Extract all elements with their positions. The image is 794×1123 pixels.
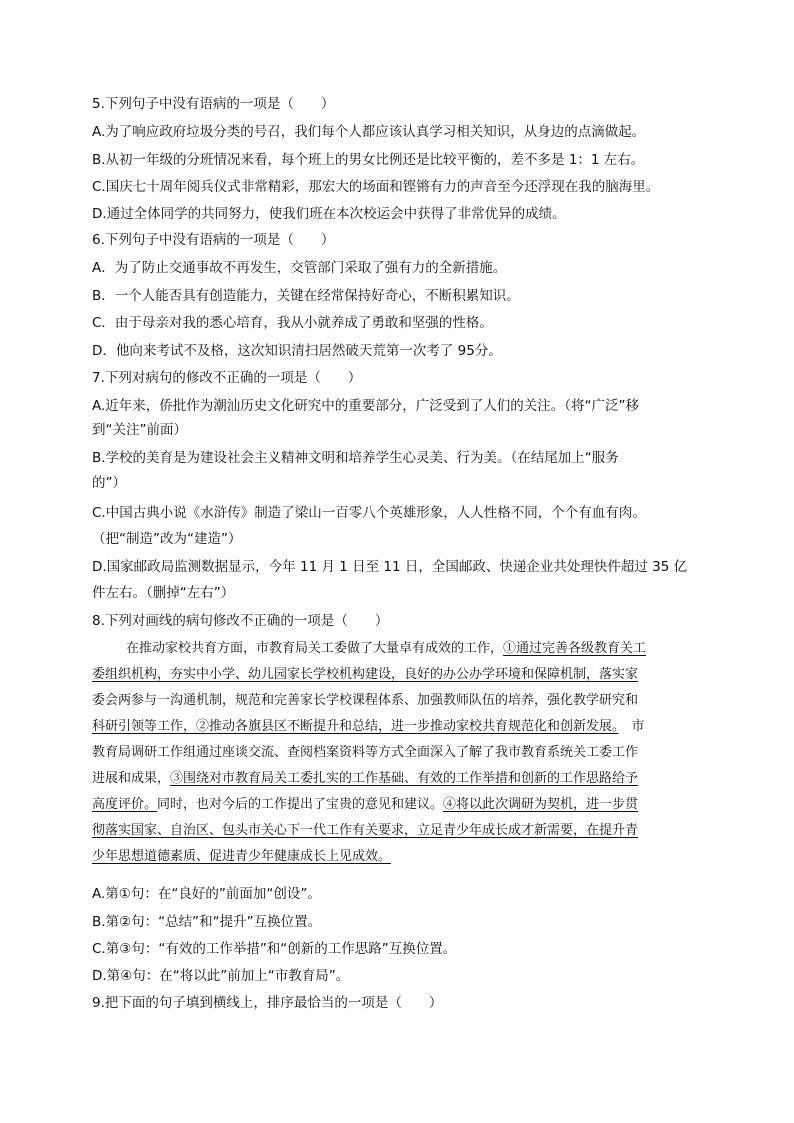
q7-option-a-line1: A.近年来，侨批作为潮汕历史文化研究中的重要部分，广泛受到了人们的关注。（将“广泛”移 bbox=[92, 398, 640, 414]
q6-stem: 6.下列句子中没有语病的一项是（ ） bbox=[92, 232, 335, 248]
passage-line-5 bbox=[92, 740, 696, 766]
q6-option-c: C．由于母亲对我的悉心培育，我从小就养成了勇敢和坚强的性格。 bbox=[92, 315, 493, 331]
q9-stem: 9.把下面的句子填到横线上，排序最恰当的一项是（ ） bbox=[92, 995, 443, 1011]
q7-option-d-line1: D.国家邮政局监测数据显示，今年 11 月 1 日至 11 日，全国邮政、快递企业共处理快件超过 35 亿 bbox=[92, 559, 688, 575]
passage-line-9 bbox=[92, 844, 696, 870]
passage-line-4 bbox=[92, 714, 696, 740]
q8-stem: 8.下列对画线的病句修改不正确的一项是（ ） bbox=[92, 613, 389, 629]
q7-option-a-line2: 到“关注”前面） bbox=[92, 422, 187, 438]
q7-option-c-line1: C.中国古典小说《水浒传》制造了梁山一百零八个英雄形象，人人性格不同，个个有血有肉。 bbox=[92, 505, 646, 521]
passage-text: 教育局调研工作组通过座谈交流、查阅档案资料等方式全面深入了解了我市教育系统关工委工作 bbox=[92, 745, 639, 760]
q7-option-c-line2: （把“制造”改为“建造”） bbox=[92, 531, 242, 547]
q8-passage bbox=[92, 636, 696, 870]
passage-text: 市 bbox=[618, 719, 645, 734]
passage-line-1 bbox=[92, 636, 696, 662]
q5-option-b: B.从初一年级的分班情况来看，每个班上的男女比例还是比较平衡的，差不多是 1：1 左右。 bbox=[92, 152, 645, 168]
q7-stem: 7.下列对病句的修改不正确的一项是（ ） bbox=[92, 370, 362, 386]
underlined-sentence-2: 科研引领等工作，②推动各旗县区不断提升和总结，进一步推动家校共育规范化和创新发展。 bbox=[92, 719, 619, 734]
underlined-sentence-4-mid: 彻落实国家、自治区、包头市关心下一代工作有关要求，立足青少年成长成才新需要，在提升青 bbox=[92, 823, 639, 838]
passage-line-7 bbox=[92, 792, 696, 818]
passage-text: 同时，也对今后的工作提出了宝贵的意见和建议。 bbox=[157, 797, 444, 812]
q7-option-d-line2: 件左右。（删掉“左右”） bbox=[92, 585, 235, 601]
passage-text: 委会两参与一沟通机制，规范和完善家长学校课程体系、加强教师队伍的培养，强化教学研究和 bbox=[92, 693, 639, 708]
q8-option-d: D.第④句：在“将以此”前加上“市教育局”。 bbox=[92, 968, 350, 984]
underlined-sentence-1-start: ①通过完善各级教育关工 bbox=[503, 641, 647, 656]
underlined-sentence-3-end: 高度评价。 bbox=[92, 797, 158, 812]
q8-option-b: B.第②句：“总结”和“提升”互换位置。 bbox=[92, 914, 322, 930]
q6-option-a: A．为了防止交通事故不再发生，交管部门采取了强有力的全新措施。 bbox=[92, 260, 507, 276]
underlined-sentence-4-start: ④将以此次调研为契机，进一步贯 bbox=[443, 797, 639, 812]
q7-option-b-line1: B.学校的美育是为建设社会主义精神文明和培养学生心灵美、行为美。（在结尾加上“服务 bbox=[92, 450, 619, 466]
underlined-sentence-3-start: ③围绕对市教育局关工委扎实的工作基础、有效的工作举措和创新的工作思路给予 bbox=[170, 771, 639, 786]
q6-option-b: B．一个人能否具有创造能力，关键在经常保持好奇心，不断积累知识。 bbox=[92, 288, 520, 304]
q5-option-c: C.国庆七十周年阅兵仪式非常精彩，那宏大的场面和铿锵有力的声音至今还浮现在我的脑海里。 bbox=[92, 179, 660, 195]
q5-option-d: D.通过全体同学的共同努力，使我们班在本次校运会中获得了非常优异的成绩。 bbox=[92, 206, 566, 222]
q5-option-a: A.为了响应政府垃圾分类的号召，我们每个人都应该认真学习相关知识，从身边的点滴做起。 bbox=[92, 124, 646, 140]
q8-option-a: A.第①句：在“良好的”前面加“创设”。 bbox=[92, 886, 321, 902]
q6-option-d: D．他向来考试不及格，这次知识清扫居然破天荒第一次考了 95分。 bbox=[92, 343, 502, 359]
underlined-sentence-4-end: 少年思想道德素质、促进青少年健康成长上见成效。 bbox=[92, 849, 392, 864]
passage-line-3 bbox=[92, 688, 696, 714]
q7-option-b-line2: 的”） bbox=[92, 475, 126, 491]
q8-option-c: C.第③句：“有效的工作举措”和“创新的工作思路”互换位置。 bbox=[92, 941, 457, 957]
passage-text: 进展和成果， bbox=[92, 771, 171, 786]
passage-line-6 bbox=[92, 766, 696, 792]
underlined-sentence-1-mid: 委组织机构，夯实中小学、幼儿园家长学校机构建设，良好的办公办学环境和保障机制，落实家 bbox=[92, 667, 639, 682]
q5-stem: 5.下列句子中没有语病的一项是（ ） bbox=[92, 96, 335, 112]
passage-text: 在推动家校共育方面，市教育局关工委做了大量卓有成效的工作， bbox=[126, 641, 504, 656]
passage-line-2 bbox=[92, 662, 696, 688]
passage-line-8 bbox=[92, 818, 696, 844]
